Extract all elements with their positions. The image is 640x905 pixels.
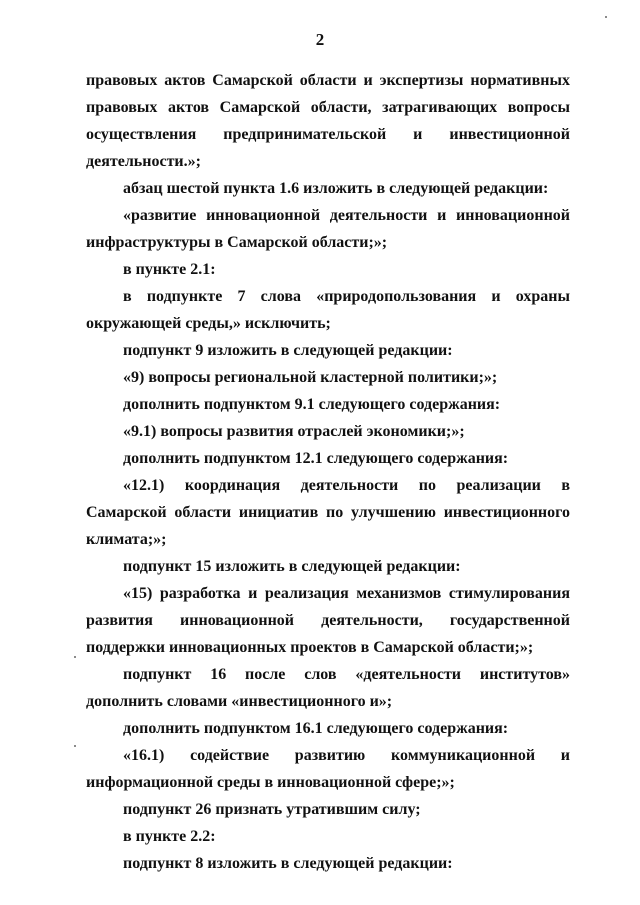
paragraph-subpoint-26: подпункт 26 признать утратившим силу;: [123, 801, 421, 818]
paragraph-add-16-1: дополнить подпунктом 16.1 следующего содержания:: [123, 720, 509, 737]
paragraph-quote-9: «9) вопросы региональной кластерной политики;»;: [123, 369, 498, 386]
paragraph-subpoint-9: подпункт 9 изложить в следующей редакции:: [123, 342, 453, 359]
paragraph-quote-16-1: «16.1) содействие развитию коммуникационной и информационной среды в инновационной сфере;»;: [86, 747, 570, 791]
paragraph-add-9-1: дополнить подпунктом 9.1 следующего содержания:: [123, 396, 501, 413]
paragraph-subpoint-7: в подпункте 7 слова «природопользования и охраны окружающей среды,» исключить;: [86, 288, 570, 332]
paragraph-amendment-1-6: абзац шестой пункта 1.6 изложить в следующей редакции:: [123, 180, 549, 197]
scan-speck: [74, 745, 76, 747]
paragraph-subpoint-15: подпункт 15 изложить в следующей редакции:: [123, 558, 461, 575]
scan-speck: [74, 656, 76, 658]
paragraph-quote-innovation: «развитие инновационной деятельности и инновационной инфраструктуры в Самарской области;»;: [86, 207, 570, 251]
paragraph-subpoint-8: подпункт 8 изложить в следующей редакции:: [123, 855, 453, 872]
paragraph-point-2-2: в пункте 2.2:: [123, 828, 216, 845]
scan-speck: [605, 16, 607, 18]
paragraph-quote-9-1: «9.1) вопросы развития отраслей экономики;»;: [123, 423, 465, 440]
page-number: 2: [315, 30, 325, 49]
paragraph-quote-15: «15) разработка и реализация механизмов стимулирования развития инновационной деятельности, государственной поддержки инновационных проектов в Самарской области;»;: [86, 585, 570, 656]
paragraph-quote-12-1: «12.1) координация деятельности по реализации в Самарской области инициатив по улучшению инвестиционного климата;»;: [86, 477, 570, 548]
paragraph-point-2-1: в пункте 2.1:: [123, 261, 216, 278]
document-body: [86, 67, 570, 877]
paragraph-add-12-1: дополнить подпунктом 12.1 следующего содержания:: [123, 450, 509, 467]
paragraph-subpoint-16: подпункт 16 после слов «деятельности институтов» дополнить словами «инвестиционного и»;: [86, 666, 570, 710]
paragraph-continuation: правовых актов Самарской области и экспертизы нормативных правовых актов Самарской области, затрагивающих вопросы осуществления предпринимательской и инвестиционной деятельности.»;: [86, 72, 570, 170]
